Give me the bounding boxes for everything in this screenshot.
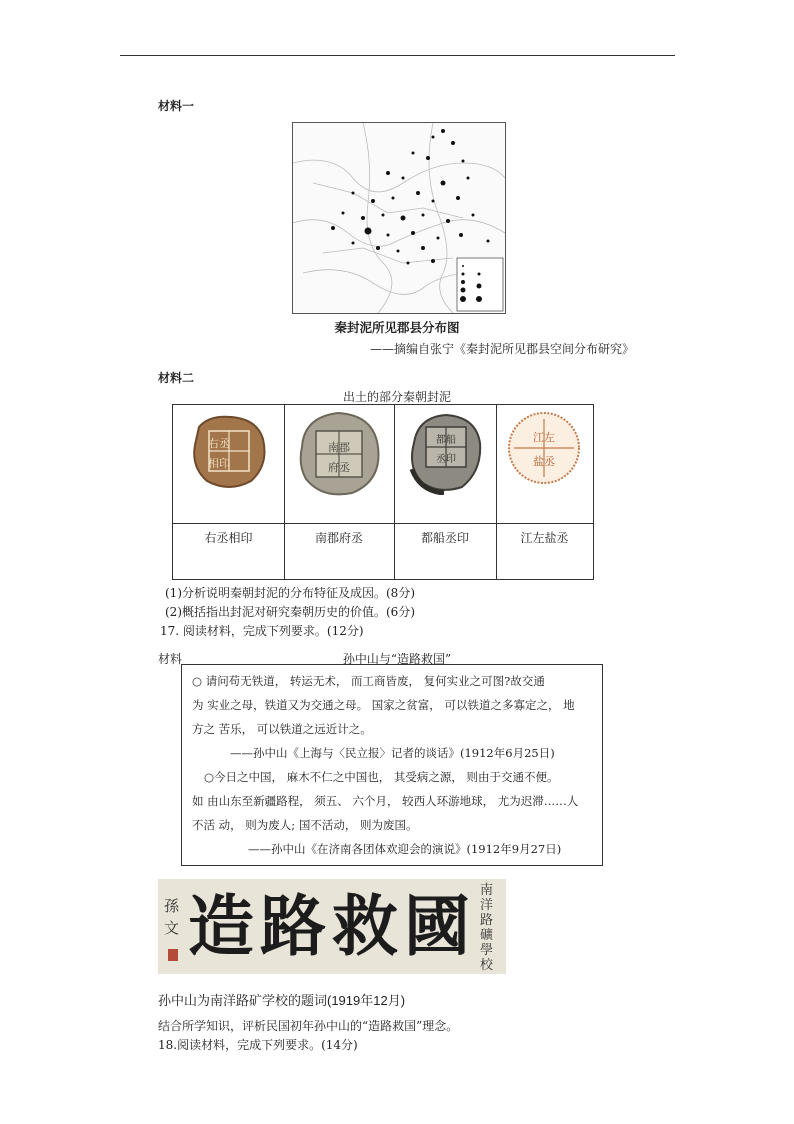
seal-image [187, 409, 271, 493]
q17-prompt: 17. 阅读材料，完成下列要求。(12分) [160, 624, 364, 638]
seal-glyph: 南郡 [328, 441, 350, 454]
top-rule [120, 55, 675, 56]
calligraphy-image [158, 879, 506, 974]
material2-heading: 材料二 [158, 371, 195, 385]
seal-cell [496, 405, 593, 579]
seal-label: 右丞相印 [204, 531, 253, 545]
map-image [293, 123, 505, 313]
seal-glyph: 府丞 [328, 461, 350, 474]
map-source: ——摘编自张宁《秦封泥所见郡县空间分布研究》 [370, 342, 635, 356]
q17-question: 结合所学知识，评析民国初年孙中山的“造路救国”理念。 [158, 1019, 459, 1033]
quote-line: ○今日之中国， 麻木不仁之中国也， 其受病之源， 则由于交通不便。 [204, 770, 559, 784]
seal-label: 南郡府丞 [314, 531, 363, 545]
material1-heading: 材料一 [158, 99, 195, 113]
quote-line: ○ 请问苟无铁道， 转运无术， 而工商皆废， 复何实业之可图?故交通 [192, 674, 545, 688]
q18-prompt: 18.阅读材料，完成下列要求。(14分) [158, 1038, 358, 1052]
seal-glyph: 丞印 [436, 454, 456, 465]
seal-image [404, 409, 488, 495]
q17-title: 孙中山与“造路救国” [342, 652, 452, 666]
seal-glyph: 江左 [533, 431, 555, 444]
seal-cell [394, 405, 497, 579]
qin-seal-map [292, 122, 506, 314]
seal-image [506, 409, 582, 487]
seal-glyph: 相印 [208, 457, 230, 470]
seal-table [172, 404, 594, 580]
quote-line: 方之 苦乐， 可以铁道之远近计之。 [192, 722, 372, 736]
seal-table-title: 出土的部分秦朝封泥 [342, 390, 451, 404]
seal-glyph: 都船 [436, 435, 456, 446]
seal-glyph: 盐丞 [533, 455, 555, 468]
quote-line: 不活 动， 则为废人; 国不活动， 则为废国。 [192, 818, 418, 832]
question-1: (1)分析说明秦朝封泥的分布特征及成因。(8分) [165, 586, 415, 600]
seal-cell [284, 405, 395, 579]
calligraphy-dedication: 南洋路礦學校 [480, 883, 494, 973]
seal-stamp [168, 949, 178, 961]
seal-image [292, 407, 386, 501]
seal-label: 都船丞印 [420, 531, 469, 545]
material-label: 材料 [158, 652, 183, 666]
quote-box [181, 664, 603, 866]
quote-source: ——孙中山《在济南各团体欢迎会的演说》(1912年9月27日) [248, 842, 562, 856]
quote-line: 为 实业之母，铁道又为交通之母。 国家之贫富， 可以铁道之多寡定之， 地 [192, 698, 575, 712]
question-2: (2)概括指出封泥对研究秦朝历史的价值。(6分) [165, 605, 415, 619]
seal-label: 江左盐丞 [520, 531, 569, 545]
calligraphy-caption: 孙中山为南洋路矿学校的题词(1919年12月) [158, 993, 406, 1008]
map-caption: 秦封泥所见郡县分布图 [334, 321, 460, 335]
seal-cell [173, 405, 285, 579]
quote-line: 如 由山东至新疆路程， 须五、 六个月， 较西人环游地球， 尤为迟滞……人 [192, 794, 579, 808]
quote-source: ——孙中山《上海与〈民立报〉记者的谈话》(1912年6月25日) [230, 746, 555, 760]
calligraphy-signature: 孫文 [164, 897, 180, 937]
calligraphy-main: 造路救國 [188, 887, 476, 965]
seal-glyph: 右丞 [208, 437, 230, 450]
